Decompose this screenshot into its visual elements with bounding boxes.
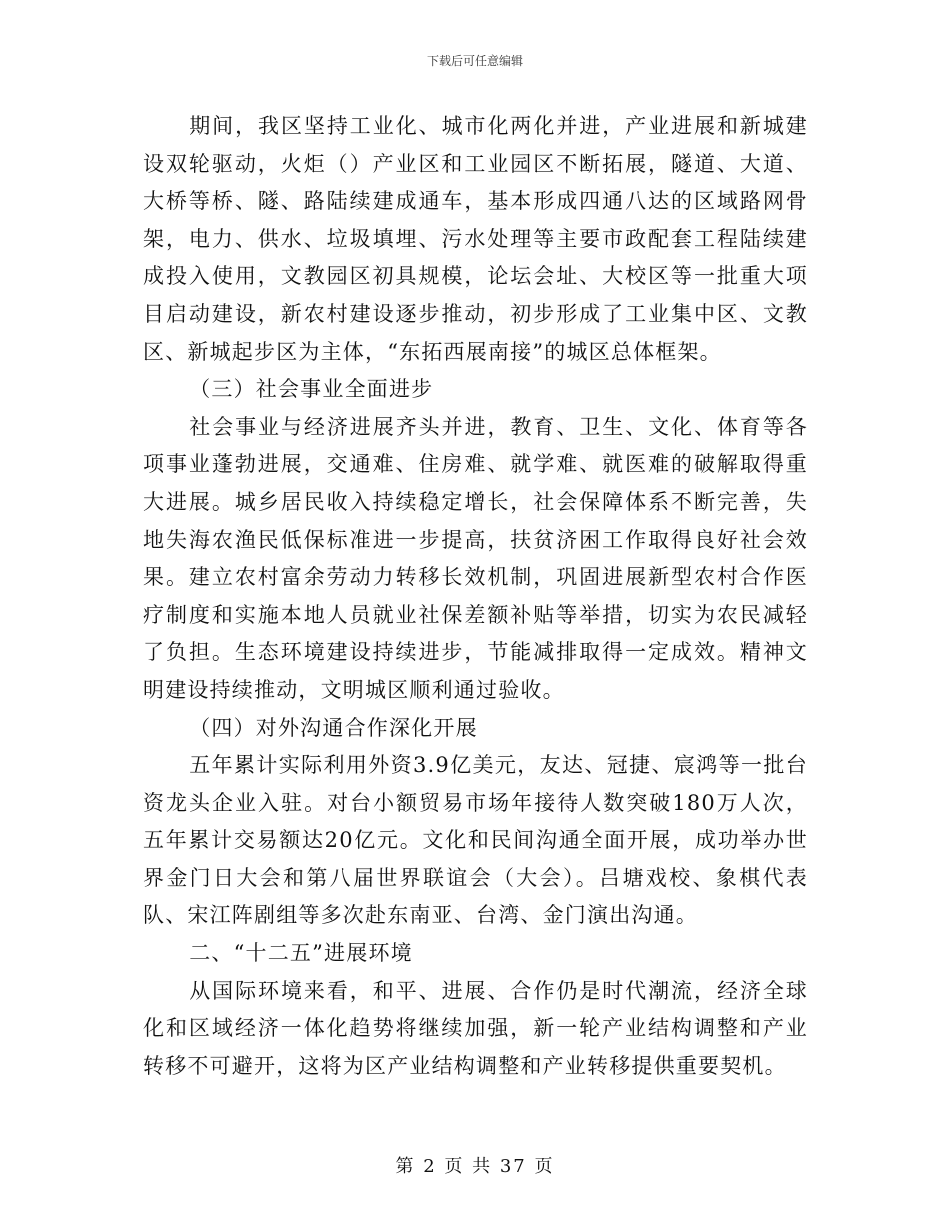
section-heading: 二、“十二五”进展环境 bbox=[189, 941, 413, 966]
paragraph: 五年累计实际利用外资3.9亿美元，友达、冠捷、宸鸿等一批台资龙头企业入驻。对台小额贸易市场年接待人数突破180万人次，五年累计交易额达20亿元。文化和民间沟通全面开展，成功举办世界金门日大会和第八届世界联谊会（大会）。吕塘戏校、象棋代表队、宋江阵剧组等多次赴东南亚、台湾、金门演出沟通。 bbox=[143, 753, 808, 928]
page-header: 下载后可任意编辑 bbox=[426, 54, 523, 68]
section-heading: （四）对外沟通合作深化开展 bbox=[189, 715, 478, 740]
paragraph: 期间，我区坚持工业化、城市化两化并进，产业进展和新城建设双轮驱动，火炬（）产业区和工业园区不断拓展，隧道、大道、大桥等桥、隧、路陆续建成通车，基本形成四通八达的区域路网骨架，电力、供水、垃圾填埋、污水处理等主要市政配套工程陆续建成投入使用，文教园区初具规模，论坛会址、大校区等一批重大项目启动建设，新农村建设逐步推动，初步形成了工业集中区、文教区、新城起步区为主体，“东拓西展南接”的城区总体框架。 bbox=[143, 114, 808, 364]
page-footer: 第 2 页 共 37 页 bbox=[395, 1156, 555, 1177]
section-heading: （三）社会事业全面进步 bbox=[189, 377, 434, 402]
paragraph: 从国际环境来看，和平、进展、合作仍是时代潮流，经济全球化和区域经济一体化趋势将继续加强，新一轮产业结构调整和产业转移不可避开，这将为区产业结构调整和产业转移提供重要契机。 bbox=[143, 978, 808, 1078]
document-body bbox=[143, 108, 808, 1085]
paragraph: 社会事业与经济进展齐头并进，教育、卫生、文化、体育等各项事业蓬勃进展，交通难、住房难、就学难、就医难的破解取得重大进展。城乡居民收入持续稳定增长，社会保障体系不断完善，失地失海农渔民低保标准进一步提高，扶贫济困工作取得良好社会效果。建立农村富余劳动力转移长效机制，巩固进展新型农村合作医疗制度和实施本地人员就业社保差额补贴等举措，切实为农民减轻了负担。生态环境建设持续进步，节能减排取得一定成效。精神文明建设持续推动，文明城区顺利通过验收。 bbox=[143, 414, 808, 702]
